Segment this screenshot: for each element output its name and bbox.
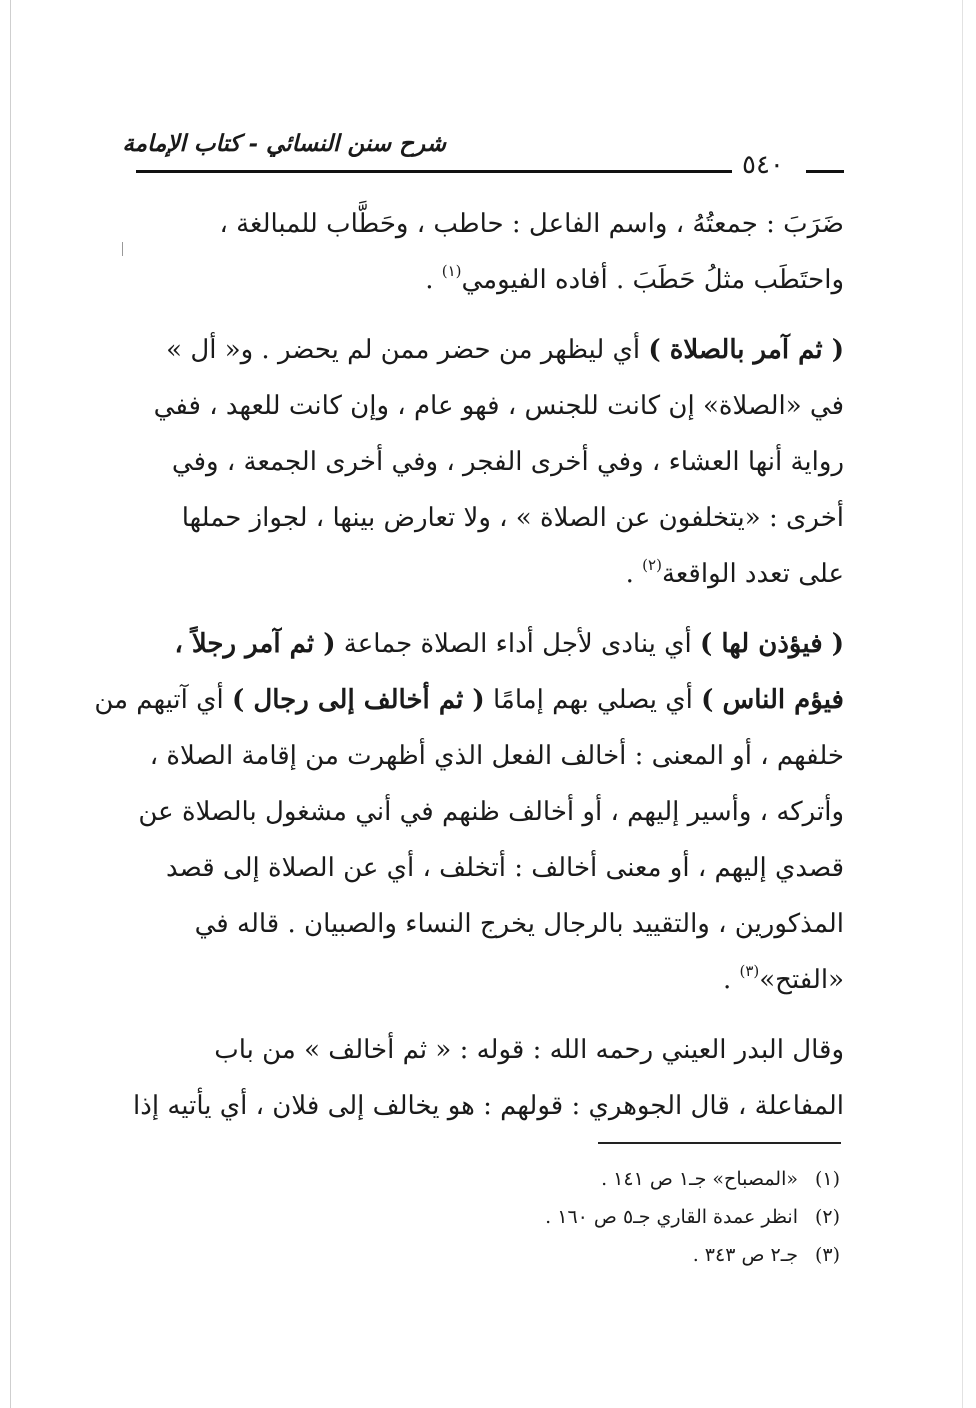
text-line: خلفهم ، أو المعنى : أخالف الفعل الذي أظهرت من إقامة الصلاة ،: [149, 741, 844, 771]
paragraph-2: [134, 322, 844, 602]
page-edge-left: [10, 0, 11, 1408]
footnote-number: (٣): [814, 1244, 840, 1266]
text-span: .: [722, 965, 740, 995]
footnote-item: [400, 1198, 840, 1236]
text-span: أي ينادى لأجل أداء الصلاة جماعة: [335, 629, 701, 659]
paragraph-4: [134, 1022, 844, 1134]
text-span: «الفتح»: [759, 965, 844, 995]
text-line: رواية أنها العشاء ، وفي أخرى الفجر ، وفي أخرى الجمعة ، وفي: [171, 447, 844, 477]
text-span: .: [625, 559, 643, 589]
page-edge-right: [962, 0, 963, 1408]
footnotes: [400, 1160, 840, 1274]
footnote-text: جـ٢ ص ٣٤٣ .: [692, 1244, 798, 1266]
paragraph-gap: [134, 1008, 844, 1022]
quoted-hadith-phrase: فيؤم الناس ): [701, 685, 844, 715]
running-header: [122, 130, 842, 160]
text-line: [134, 546, 844, 602]
quoted-hadith-phrase: ( ثم آمر رجلاً ،: [174, 629, 336, 659]
text-span: على تعدد الواقعة: [661, 559, 844, 589]
text-line: [134, 322, 844, 378]
text-line: المذكورين ، والتقييد بالرجال يخرج النساء والصبيان . قاله في: [194, 909, 844, 939]
text-line: [134, 252, 844, 308]
paragraph-1: [134, 196, 844, 308]
text-line: وقال البدر العيني رحمه الله : قوله : « ثم أخالف » من باب: [214, 1035, 844, 1065]
text-line: ضَرَبَ : جمعتُهُ ، واسم الفاعل : حاطب ، وحَطَّاب للمبالغة ،: [219, 209, 844, 239]
text-line: في «الصلاة» إن كانت للجنس ، فهو عام ، وإن كانت للعهد ، ففي: [153, 391, 844, 421]
page-number-dash: [806, 170, 844, 173]
footnote-item: [400, 1236, 840, 1274]
margin-mark: [122, 242, 123, 256]
paragraph-gap: [134, 602, 844, 616]
footnote-ref[interactable]: (٢): [642, 556, 662, 574]
footnote-separator: [598, 1142, 841, 1144]
footnote-item: [400, 1160, 840, 1198]
footnote-text: انظر عمدة القاري جـ٥ ص ١٦٠ .: [545, 1206, 798, 1228]
text-line: المفاعلة ، قال الجوهري : قولهم : هو يخالف إلى فلان ، أي يأتيه إذا: [133, 1091, 844, 1121]
text-span: واحتَطَب مثلُ حَطَبَ . أفاده الفيومي: [461, 265, 844, 295]
quoted-hadith-phrase: ( ثم آمر بالصلاة ): [648, 335, 844, 365]
text-line: وأتركه ، وأسير إليهم ، أو أخالف ظنهم في أني مشغول بالصلاة عن: [138, 797, 844, 827]
text-span: أي يصلي بهم إمامًا: [484, 685, 702, 715]
text-line: [94, 672, 844, 728]
paragraph-gap: [134, 308, 844, 322]
text-line: قصدي إليهم ، أو معنى أخالف : أتخلف ، أي عن الصلاة إلى قصد: [166, 853, 844, 883]
text-span: أي آتيهم من: [94, 685, 232, 715]
footnote-ref[interactable]: (١): [441, 262, 462, 280]
footnote-ref[interactable]: (٣): [739, 962, 760, 980]
paragraph-3: [94, 616, 844, 1008]
page-number: ٥٤٠: [742, 150, 784, 180]
text-line: أخرى : «يتخلفون عن الصلاة » ، ولا تعارض بينها ، لجواز حملها: [181, 503, 844, 533]
header-title: شرح سنن النسائي - كتاب الإمامة: [122, 130, 446, 157]
footnote-number: (٢): [814, 1206, 840, 1228]
text-line: [134, 952, 844, 1008]
header-rule: [136, 170, 732, 173]
text-span: .: [425, 265, 442, 295]
quoted-hadith-phrase: ( ثم أخالف إلى رجال ): [232, 685, 485, 715]
footnote-number: (١): [814, 1168, 840, 1190]
footnote-text: «المصباح» جـ١ ص ١٤١ .: [601, 1168, 798, 1190]
text-span: أي ليظهر من حضر ممن لم يحضر . و« أل »: [166, 335, 649, 365]
quoted-hadith-phrase: ( فيؤذن لها ): [700, 629, 844, 659]
text-line: [134, 616, 844, 672]
main-text: [94, 196, 844, 1134]
